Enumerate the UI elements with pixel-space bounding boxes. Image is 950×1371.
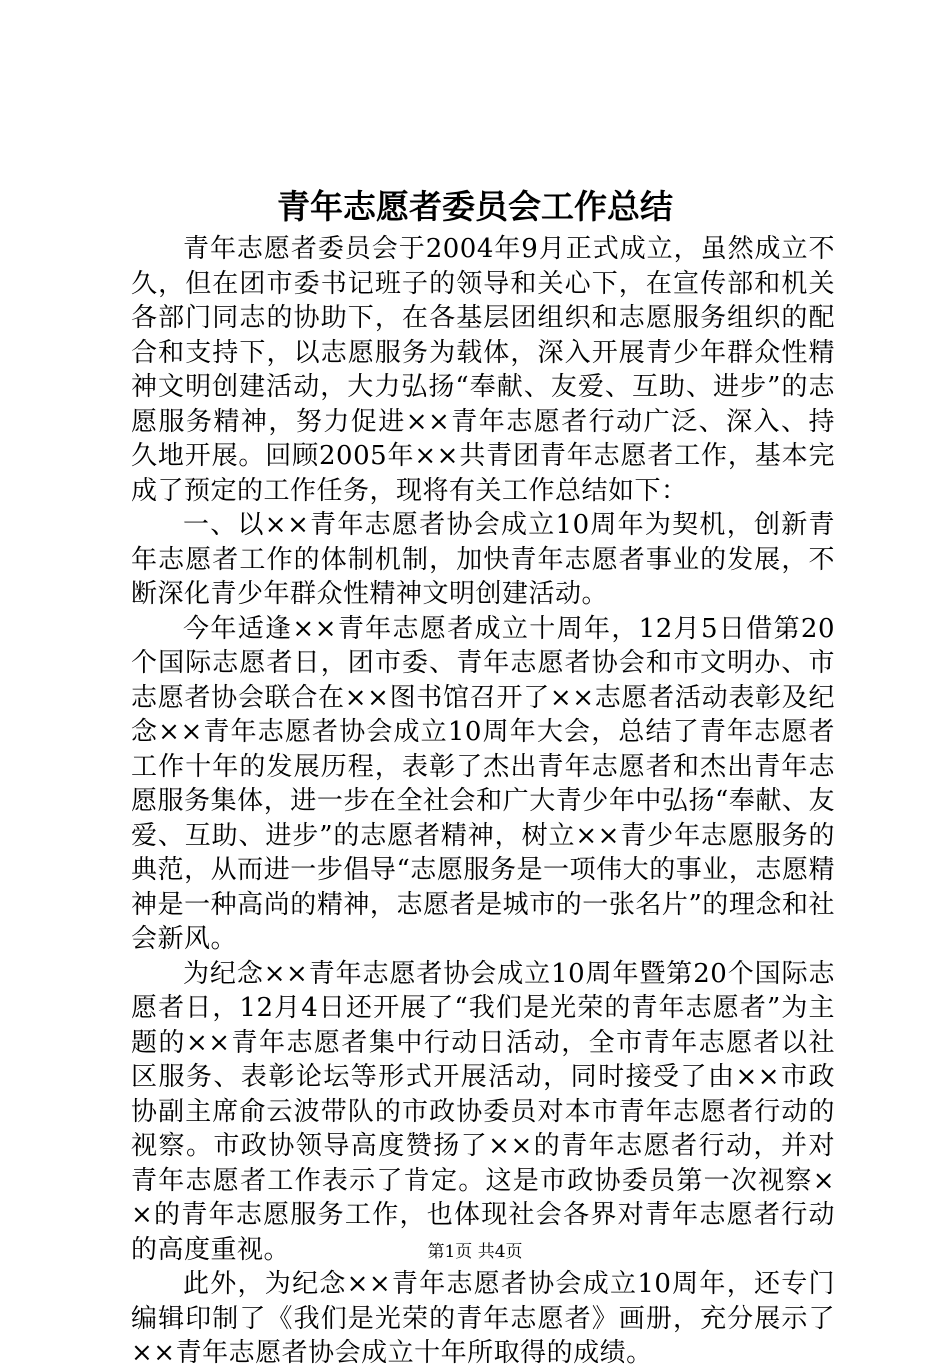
document-body — [131, 232, 835, 1371]
paragraph-anniversary-meeting: 今年适逢××青年志愿者成立十周年，12月5日借第20个国际志愿者日，团市委、青年志愿者协会和市文明办、市志愿者协会联合在××图书馆召开了××志愿者活动表彰及纪念××青年志愿者协会成立10周年大会，总结了青年志愿者工作十年的发展历程，表彰了杰出青年志愿者和杰出青年志愿服务集体，进一步在全社会和广大青少年中弘扬“奉献、友爱、互助、进步”的志愿者精神，树立××青少年志愿服务的典范，从而进一步倡导“志愿服务是一项伟大的事业，志愿精神是一种高尚的精神，志愿者是城市的一张名片”的理念和社会新风。 — [131, 613, 835, 954]
document-title: 青年志愿者委员会工作总结 — [277, 187, 673, 226]
paragraph-intro: 青年志愿者委员会于2004年9月正式成立，虽然成立不久，但在团市委书记班子的领导和关心下，在宣传部和机关各部门同志的协助下，在各基层团组织和志愿服务组织的配合和支持下，以志愿服务为载体，深入开展青少年群众性精神文明创建活动，大力弘扬“奉献、友爱、互助、进步”的志愿服务精神，努力促进××青年志愿者行动广泛、深入、持久地开展。回顾2005年××共青团青年志愿者工作，基本完成了预定的工作任务，现将有关工作总结如下： — [131, 234, 835, 506]
paragraph-section-one-heading: 一、以××青年志愿者协会成立10周年为契机，创新青年志愿者工作的体制机制，加快青年志愿者事业的发展，不断深化青少年群众性精神文明创建活动。 — [131, 510, 835, 609]
paragraph-album: 此外，为纪念××青年志愿者协会成立10周年，还专门编辑印制了《我们是光荣的青年志愿者》画册，充分展示了××青年志愿者协会成立十年所取得的成绩。 — [131, 1269, 835, 1368]
paragraph-action-day: 为纪念××青年志愿者协会成立10周年暨第20个国际志愿者日，12月4日还开展了“我们是光荣的青年志愿者”为主题的××青年志愿者集中行动日活动，全市青年志愿者以社区服务、表彰论坛等形式开展活动，同时接受了由××市政协副主席俞云波带队的市政协委员对本市青年志愿者行动的视察。市政协领导高度赞扬了××的青年志愿者行动，并对青年志愿者工作表示了肯定。这是市政协委员第一次视察××的青年志愿服务工作，也体现社会各界对青年志愿者行动的高度重视。 — [131, 958, 835, 1265]
page-number-footer: 第1页 共4页 — [427, 1242, 523, 1262]
